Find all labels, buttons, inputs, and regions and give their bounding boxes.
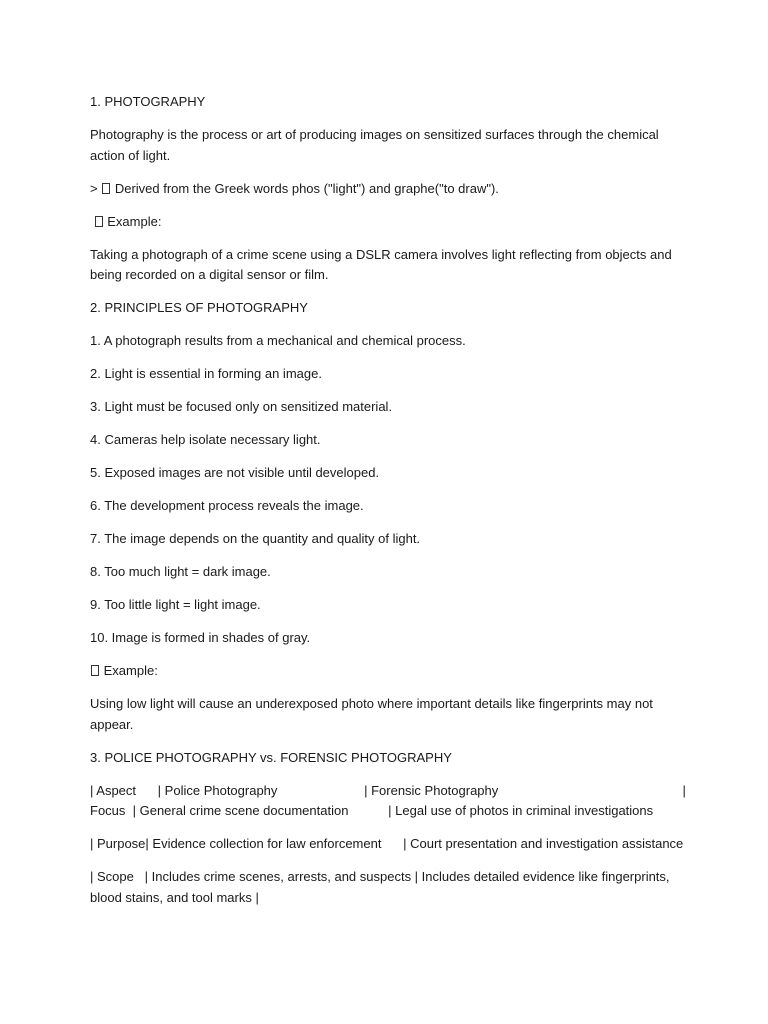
section-1-example-label (90, 212, 690, 233)
section-1-derivation (90, 179, 690, 200)
principle-item: 2. Light is essential in forming an image. (90, 366, 322, 381)
blockquote-marker: > (90, 180, 102, 196)
missing-glyph-icon (102, 183, 110, 194)
principle-item: 5. Exposed images are not visible until developed. (90, 465, 380, 480)
principles-list (90, 331, 690, 649)
principle-item: 1. A photograph results from a mechanical and chemical process. (90, 333, 466, 348)
principle-item: 6. The development process reveals the image. (90, 498, 364, 513)
principle-item: 3. Light must be focused only on sensitized material. (90, 399, 393, 414)
section-1-definition: Photography is the process or art of producing images on sensitized surfaces through the chemical action of light. (90, 127, 663, 163)
example-label-text: Example: (103, 213, 162, 229)
section-1-example-text: Taking a photograph of a crime scene using a DSLR camera involves light reflecting from objects and being recorded on a digital sensor or film. (90, 246, 676, 282)
document-page (90, 92, 690, 921)
example-label-text: Example: (100, 663, 158, 678)
principle-item: 8. Too much light = dark image. (90, 564, 271, 579)
section-3-heading: 3. POLICE PHOTOGRAPHY vs. FORENSIC PHOTOGRAPHY (90, 749, 452, 765)
table-row-header-focus: | Aspect | Police Photography | Forensic Photography | Focus | General crime scene documentation | Legal use of photos in criminal investigations (90, 782, 690, 818)
missing-glyph-icon (95, 216, 103, 227)
section-2-example-label (90, 661, 690, 682)
principle-item: 10. Image is formed in shades of gray. (90, 630, 311, 645)
section-1-heading: 1. PHOTOGRAPHY (90, 94, 206, 109)
section-2-heading: 2. PRINCIPLES OF PHOTOGRAPHY (90, 300, 308, 315)
principle-item: 9. Too little light = light image. (90, 597, 261, 612)
principle-item: 7. The image depends on the quantity and quality of light. (90, 531, 421, 546)
section-2-example-text: Using low light will cause an underexposed photo where important details like fingerprints may not appear. (90, 696, 657, 732)
table-row-purpose: | Purpose| Evidence collection for law enforcement | Court presentation and investigation assistance (90, 836, 684, 851)
table-row-scope: | Scope | Includes crime scenes, arrests, and suspects | Includes detailed evidence like fingerprints, blood stains, and tool marks | (90, 869, 674, 905)
derivation-text: Derived from the Greek words phos ("light") and graphe("to draw"). (111, 180, 499, 196)
principle-item: 4. Cameras help isolate necessary light. (90, 432, 321, 447)
missing-glyph-icon (91, 665, 99, 676)
